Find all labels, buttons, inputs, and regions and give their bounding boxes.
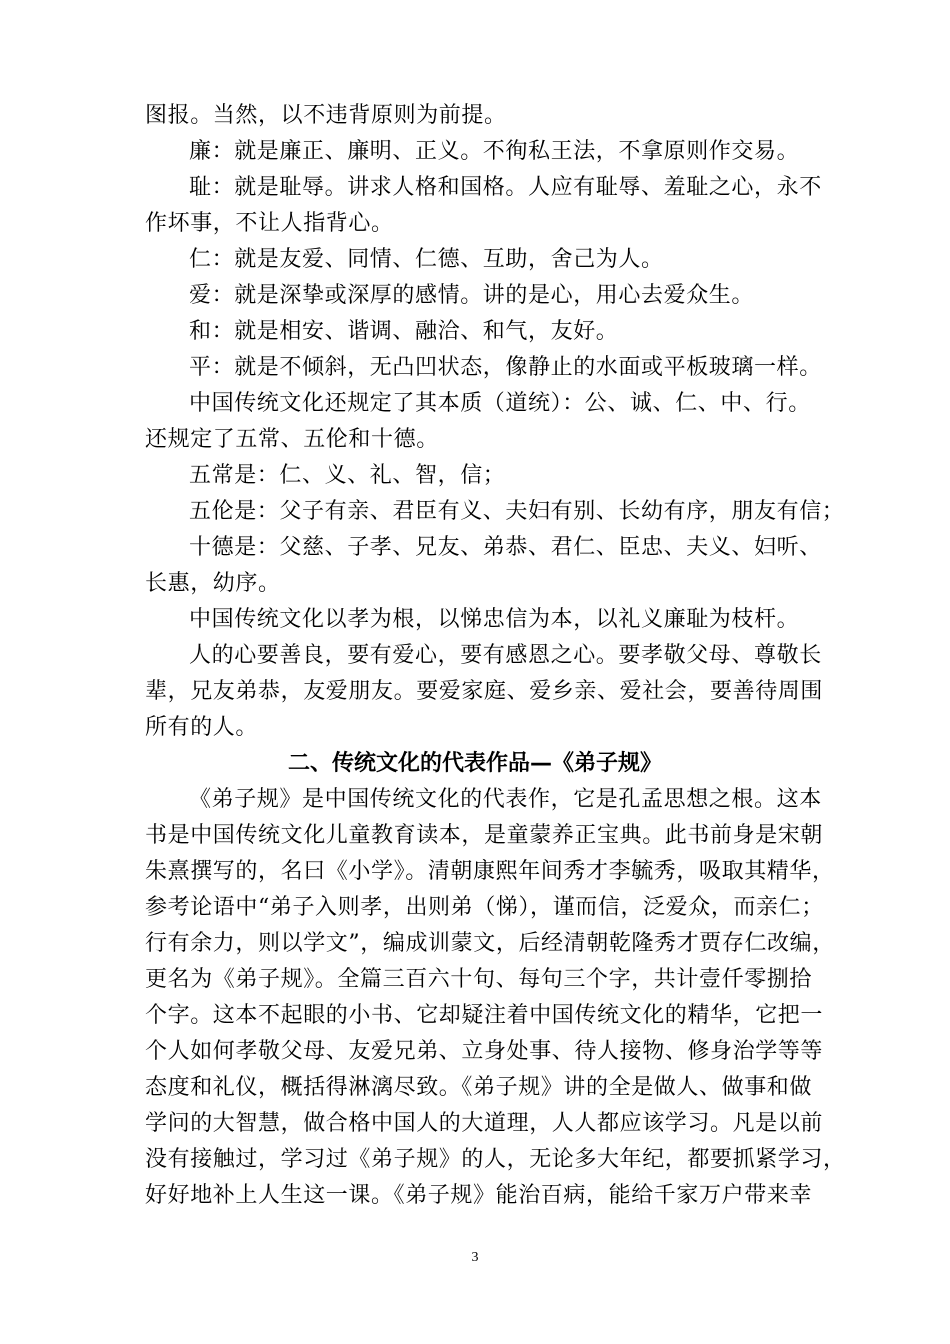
paragraph-line: 行有余力，则以学文”，编成训蒙文，后经清朝乾隆秀才贾存仁改编，	[145, 931, 835, 956]
paragraph-line: 还规定了五常、五伦和十德。	[145, 427, 439, 452]
paragraph-line: 所有的人。	[145, 715, 259, 740]
paragraph-line: 没有接触过，学习过《弟子规》的人，无论多大年纪，都要抓紧学习，	[145, 1147, 846, 1172]
paragraph-line: 耻：就是耻辱。讲求人格和国格。人应有耻辱、羞耻之心，永不	[189, 175, 822, 200]
paragraph-line: 参考论语中“弟子入则孝，出则弟（悌），谨而信，泛爱众，而亲仁；	[145, 895, 824, 920]
paragraph-line: 仁：就是友爱、同情、仁德、互助，舍己为人。	[189, 247, 664, 272]
paragraph-line: 和：就是相安、谐调、融洽、和气，友好。	[189, 319, 619, 344]
paragraph-line: 平：就是不倾斜，无凸凹状态，像静止的水面或平板玻璃一样。	[189, 355, 822, 380]
paragraph-line: 人的心要善良，要有爱心，要有感恩之心。要孝敬父母、尊敬长	[189, 643, 822, 668]
document-page	[145, 98, 846, 1214]
paragraph-line: 态度和礼仪，概括得淋漓尽致。《弟子规》讲的全是做人、做事和做	[145, 1075, 813, 1100]
paragraph-line: 《弟子规》是中国传统文化的代表作，它是孔孟思想之根。这本	[189, 787, 822, 812]
paragraph-line: 好好地补上人生这一课。《弟子规》能治百病，能给千家万户带来幸	[145, 1183, 813, 1208]
paragraph-line: 书是中国传统文化儿童教育读本，是童蒙养正宝典。此书前身是宋朝	[145, 823, 824, 848]
paragraph-line: 更名为《弟子规》。全篇三百六十句、每句三个字，共计壹仟零捌拾	[145, 967, 813, 992]
paragraph-line: 朱熹撰写的，名曰《小学》。清朝康熙年间秀才李毓秀，吸取其精华，	[145, 859, 835, 884]
paragraph-line: 中国传统文化还规定了其本质（道统）：公、诚、仁、中、行。	[189, 391, 811, 416]
page-number: 3	[471, 1250, 479, 1265]
paragraph-line: 五伦是：父子有亲、君臣有义、夫妇有别、长幼有序，朋友有信；	[189, 499, 845, 524]
paragraph-line: 长惠，幼序。	[145, 571, 281, 596]
paragraph-line: 个字。这本不起眼的小书、它却疑注着中国传统文化的精华，它把一	[145, 1003, 824, 1028]
paragraph-line: 个人如何孝敬父母、友爱兄弟、立身处事、待人接物、修身治学等等	[145, 1039, 824, 1064]
paragraph-line: 五常是：仁、义、礼、智，信；	[189, 463, 506, 488]
paragraph-line: 辈，兄友弟恭，友爱朋友。要爱家庭、爱乡亲、爱社会，要善待周围	[145, 679, 824, 704]
paragraph-line: 廉：就是廉正、廉明、正义。不徇私王法，不拿原则作交易。	[189, 139, 800, 164]
paragraph-line: 图报。当然，以不违背原则为前提。	[145, 103, 507, 128]
paragraph-line: 作坏事，不让人指背心。	[145, 211, 394, 236]
section-heading: 二、传统文化的代表作品—《弟子规》	[287, 751, 662, 776]
paragraph-line: 爱：就是深挚或深厚的感情。讲的是心，用心去爱众生。	[189, 283, 755, 308]
paragraph-line: 十德是：父慈、子孝、兄友、弟恭、君仁、臣忠、夫义、妇听、	[189, 535, 822, 560]
paragraph-line: 学问的大智慧，做合格中国人的大道理，人人都应该学习。凡是以前	[145, 1111, 824, 1136]
paragraph-line: 中国传统文化以孝为根，以悌忠信为本，以礼义廉耻为枝杆。	[189, 607, 800, 632]
